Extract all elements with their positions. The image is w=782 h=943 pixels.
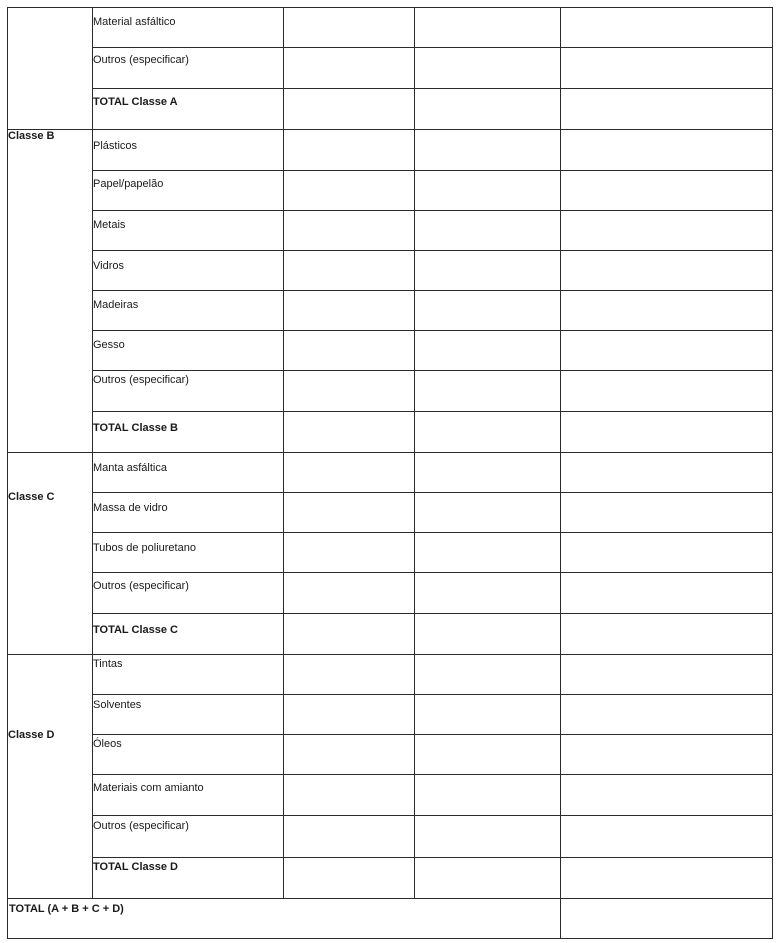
unit-cell[interactable] xyxy=(415,412,561,453)
destination-cell[interactable] xyxy=(561,251,773,291)
destination-cell[interactable] xyxy=(561,48,773,89)
class-a-cell xyxy=(8,8,93,130)
item-label: Plásticos xyxy=(93,140,138,152)
table-row xyxy=(8,858,773,899)
unit-cell[interactable] xyxy=(415,858,561,899)
item-cell xyxy=(93,735,284,775)
item-cell xyxy=(93,171,284,211)
item-cell xyxy=(93,775,284,816)
table-row xyxy=(8,655,773,695)
table-row xyxy=(8,533,773,573)
item-cell xyxy=(93,695,284,735)
table-row xyxy=(8,371,773,412)
quantity-cell[interactable] xyxy=(284,412,415,453)
grand-total-label: TOTAL (A + B + C + D) xyxy=(9,903,124,915)
destination-cell[interactable] xyxy=(561,291,773,331)
total-label-cell xyxy=(93,412,284,453)
item-label: Manta asfáltica xyxy=(93,462,167,474)
class-b-label: Classe B xyxy=(8,130,55,142)
total-label: TOTAL Classe A xyxy=(93,96,178,108)
unit-cell[interactable] xyxy=(415,614,561,655)
item-cell xyxy=(93,453,284,493)
grand-total-row xyxy=(8,899,773,939)
class-c-cell xyxy=(8,453,93,655)
destination-cell[interactable] xyxy=(561,331,773,371)
item-cell xyxy=(93,211,284,251)
quantity-cell[interactable] xyxy=(284,493,415,533)
unit-cell[interactable] xyxy=(415,331,561,371)
quantity-cell[interactable] xyxy=(284,8,415,48)
table-row xyxy=(8,8,773,48)
total-label: TOTAL Classe B xyxy=(93,422,178,434)
quantity-cell[interactable] xyxy=(284,735,415,775)
total-label: TOTAL Classe D xyxy=(93,861,178,873)
destination-cell[interactable] xyxy=(561,453,773,493)
quantity-cell[interactable] xyxy=(284,816,415,858)
class-b-cell xyxy=(8,130,93,453)
table-row xyxy=(8,614,773,655)
destination-cell[interactable] xyxy=(561,211,773,251)
item-label: Outros (especificar) xyxy=(93,820,189,832)
class-c-label: Classe C xyxy=(8,491,55,503)
unit-cell[interactable] xyxy=(415,573,561,614)
unit-cell[interactable] xyxy=(415,735,561,775)
item-cell xyxy=(93,48,284,89)
total-value-cell[interactable] xyxy=(561,614,773,655)
item-cell xyxy=(93,130,284,171)
quantity-cell[interactable] xyxy=(284,858,415,899)
item-cell xyxy=(93,573,284,614)
quantity-cell[interactable] xyxy=(284,48,415,89)
item-cell xyxy=(93,8,284,48)
quantity-cell[interactable] xyxy=(284,291,415,331)
table-row xyxy=(8,171,773,211)
destination-cell[interactable] xyxy=(561,573,773,614)
destination-cell[interactable] xyxy=(561,655,773,695)
unit-cell[interactable] xyxy=(415,533,561,573)
quantity-cell[interactable] xyxy=(284,533,415,573)
unit-cell[interactable] xyxy=(415,775,561,816)
item-label: Papel/papelão xyxy=(93,178,164,190)
quantity-cell[interactable] xyxy=(284,89,415,130)
quantity-cell[interactable] xyxy=(284,775,415,816)
table-row xyxy=(8,89,773,130)
quantity-cell[interactable] xyxy=(284,130,415,171)
item-cell xyxy=(93,816,284,858)
unit-cell[interactable] xyxy=(415,251,561,291)
item-label: Vidros xyxy=(93,260,124,272)
unit-cell[interactable] xyxy=(415,453,561,493)
table-row xyxy=(8,453,773,493)
item-label: Tintas xyxy=(93,658,123,670)
item-label: Outros (especificar) xyxy=(93,374,189,386)
item-cell xyxy=(93,533,284,573)
quantity-cell[interactable] xyxy=(284,331,415,371)
table-row xyxy=(8,493,773,533)
quantity-cell[interactable] xyxy=(284,655,415,695)
total-value-cell[interactable] xyxy=(561,412,773,453)
table-row xyxy=(8,251,773,291)
item-cell xyxy=(93,331,284,371)
quantity-cell[interactable] xyxy=(284,573,415,614)
table-row xyxy=(8,412,773,453)
unit-cell[interactable] xyxy=(415,48,561,89)
unit-cell[interactable] xyxy=(415,816,561,858)
unit-cell[interactable] xyxy=(415,211,561,251)
unit-cell[interactable] xyxy=(415,655,561,695)
class-d-cell xyxy=(8,655,93,899)
table-row xyxy=(8,130,773,171)
quantity-cell[interactable] xyxy=(284,695,415,735)
quantity-cell[interactable] xyxy=(284,211,415,251)
table-row xyxy=(8,573,773,614)
item-label: Metais xyxy=(93,219,126,231)
destination-cell[interactable] xyxy=(561,130,773,171)
table-row xyxy=(8,735,773,775)
unit-cell[interactable] xyxy=(415,291,561,331)
total-label-cell xyxy=(93,614,284,655)
destination-cell[interactable] xyxy=(561,533,773,573)
unit-cell[interactable] xyxy=(415,695,561,735)
destination-cell[interactable] xyxy=(561,735,773,775)
item-cell xyxy=(93,493,284,533)
item-label: Tubos de poliuretano xyxy=(93,542,196,554)
grand-total-label-cell xyxy=(8,899,561,939)
item-label: Óleos xyxy=(93,738,122,750)
item-label: Outros (especificar) xyxy=(93,580,189,592)
destination-cell[interactable] xyxy=(561,695,773,735)
unit-cell[interactable] xyxy=(415,371,561,412)
item-label: Solventes xyxy=(93,699,142,711)
item-label: Material asfáltico xyxy=(93,16,176,28)
unit-cell[interactable] xyxy=(415,130,561,171)
total-value-cell[interactable] xyxy=(561,89,773,130)
table-row xyxy=(8,775,773,816)
total-label-cell xyxy=(93,89,284,130)
waste-classification-table xyxy=(7,7,773,939)
destination-cell[interactable] xyxy=(561,171,773,211)
quantity-cell[interactable] xyxy=(284,614,415,655)
total-label-cell xyxy=(93,858,284,899)
quantity-cell[interactable] xyxy=(284,371,415,412)
destination-cell[interactable] xyxy=(561,775,773,816)
unit-cell[interactable] xyxy=(415,89,561,130)
table-row xyxy=(8,211,773,251)
table-row xyxy=(8,331,773,371)
total-value-cell[interactable] xyxy=(561,858,773,899)
quantity-cell[interactable] xyxy=(284,171,415,211)
item-cell xyxy=(93,371,284,412)
destination-cell[interactable] xyxy=(561,493,773,533)
unit-cell[interactable] xyxy=(415,493,561,533)
grand-total-value-cell[interactable] xyxy=(561,899,773,939)
item-cell xyxy=(93,655,284,695)
item-cell xyxy=(93,251,284,291)
quantity-cell[interactable] xyxy=(284,453,415,493)
unit-cell[interactable] xyxy=(415,8,561,48)
table-row xyxy=(8,695,773,735)
table-row xyxy=(8,816,773,858)
item-label: Massa de vidro xyxy=(93,502,168,514)
item-label: Madeiras xyxy=(93,299,139,311)
table-row xyxy=(8,48,773,89)
quantity-cell[interactable] xyxy=(284,251,415,291)
unit-cell[interactable] xyxy=(415,171,561,211)
destination-cell[interactable] xyxy=(561,371,773,412)
class-d-label: Classe D xyxy=(8,729,55,741)
total-label: TOTAL Classe C xyxy=(93,624,178,636)
item-label: Gesso xyxy=(93,339,125,351)
item-label: Outros (especificar) xyxy=(93,54,189,66)
destination-cell[interactable] xyxy=(561,8,773,48)
item-cell xyxy=(93,291,284,331)
table-row xyxy=(8,291,773,331)
item-label: Materiais com amianto xyxy=(93,782,204,794)
destination-cell[interactable] xyxy=(561,816,773,858)
